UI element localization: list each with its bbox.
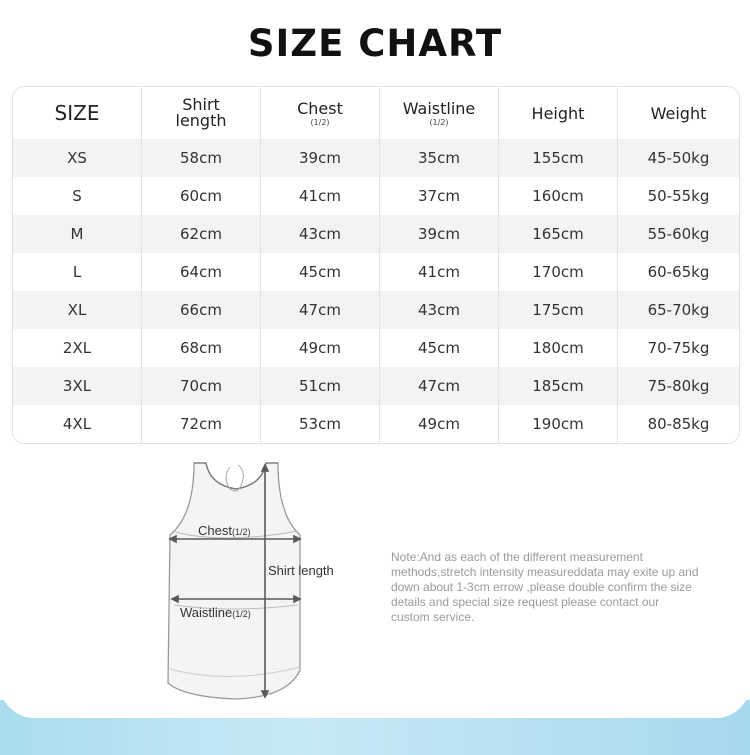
diagram-waist-sub: (1/2): [232, 609, 251, 619]
table-row: [13, 215, 739, 253]
table-row: [13, 329, 739, 367]
cell-height: 175cm: [499, 291, 618, 329]
header-size: SIZE: [13, 87, 142, 139]
cell-height: 170cm: [499, 253, 618, 291]
cell-chest: 39cm: [261, 139, 380, 177]
cell-waistline: 39cm: [380, 215, 499, 253]
cell-shirt-length: 58cm: [142, 139, 261, 177]
cell-shirt-length: 68cm: [142, 329, 261, 367]
cell-weight: 45-50kg: [618, 139, 739, 177]
cell-size: 3XL: [13, 367, 142, 405]
cell-chest: 47cm: [261, 291, 380, 329]
header-chest-sub: (1/2): [310, 118, 330, 127]
cell-waistline: 47cm: [380, 367, 499, 405]
cell-size: XL: [13, 291, 142, 329]
diagram-chest-text: Chest: [198, 523, 232, 538]
cell-waistline: 45cm: [380, 329, 499, 367]
header-shirt-line1: Shirt: [182, 95, 220, 114]
header-waistline: [380, 87, 499, 139]
cell-shirt-length: 64cm: [142, 253, 261, 291]
cell-weight: 60-65kg: [647, 263, 710, 281]
cell-weight: 80-85kg: [647, 415, 710, 433]
cell-weight: 65-70kg: [618, 291, 739, 329]
header-waist-label: Waistline: [402, 99, 476, 118]
cell-waistline: 49cm: [380, 405, 499, 443]
table-row: [13, 253, 739, 291]
diagram-chest-label: [198, 523, 250, 538]
header-chest: [261, 87, 380, 139]
tank-top-diagram: [160, 455, 390, 700]
cell-chest: 51cm: [261, 367, 380, 405]
cell-waistline: 43cm: [380, 291, 499, 329]
header-shirt-line2: length: [175, 111, 227, 130]
cell-size: XS: [13, 139, 142, 177]
cell-height: 160cm: [499, 177, 618, 215]
cell-chest: 49cm: [261, 329, 380, 367]
cell-size: S: [13, 177, 142, 215]
table-row: [13, 291, 739, 329]
diagram-length-label: Shirt length: [268, 563, 334, 578]
page-title: SIZE CHART: [247, 22, 503, 65]
cell-height: 185cm: [499, 367, 618, 405]
cell-shirt-length: 62cm: [142, 215, 261, 253]
cell-size: L: [13, 253, 142, 291]
cell-waistline: 37cm: [380, 177, 499, 215]
cell-weight: 75-80kg: [618, 367, 739, 405]
header-chest-label: Chest: [297, 99, 343, 118]
diagram-waist-label: [180, 605, 251, 620]
cell-shirt-length: 66cm: [142, 291, 261, 329]
size-table: [12, 86, 740, 444]
diagram-chest-sub: (1/2): [231, 527, 251, 537]
table-row: [13, 405, 739, 443]
cell-waistline: 41cm: [380, 253, 499, 291]
cell-size: 4XL: [13, 405, 142, 443]
header-shirt-length: [142, 87, 261, 139]
cell-height: 190cm: [499, 405, 618, 443]
cell-waistline: 35cm: [380, 139, 499, 177]
table-row: [13, 177, 739, 215]
cell-shirt-length: 70cm: [142, 367, 261, 405]
cell-chest: 41cm: [261, 177, 380, 215]
cell-chest: 53cm: [261, 405, 380, 443]
cell-size: M: [13, 215, 142, 253]
header-weight: Weight: [650, 103, 707, 123]
cell-chest: 43cm: [261, 215, 380, 253]
cell-weight: 55-60kg: [618, 215, 739, 253]
table-row: [13, 139, 739, 177]
cell-weight: 50-55kg: [647, 187, 710, 205]
table-row: [13, 367, 739, 405]
cell-shirt-length: 60cm: [142, 177, 261, 215]
cell-height: 155cm: [499, 139, 618, 177]
cell-height: 165cm: [499, 215, 618, 253]
header-height: Height: [499, 87, 618, 139]
cell-weight: 70-75kg: [647, 339, 710, 357]
diagram-waist-text: Waistline: [180, 605, 233, 620]
cell-shirt-length: 72cm: [142, 405, 261, 443]
header-waist-sub: (1/2): [429, 118, 449, 127]
cell-chest: 45cm: [261, 253, 380, 291]
cell-height: 180cm: [499, 329, 618, 367]
cell-size: 2XL: [13, 329, 142, 367]
table-header-row: [13, 87, 739, 139]
measurement-note: Note:And as each of the different measurement methods,stretch intensity measureddata may exite up and down about 1-3cm errow ,please double confirm the size details and special size request please contact our custom service.: [391, 550, 699, 624]
